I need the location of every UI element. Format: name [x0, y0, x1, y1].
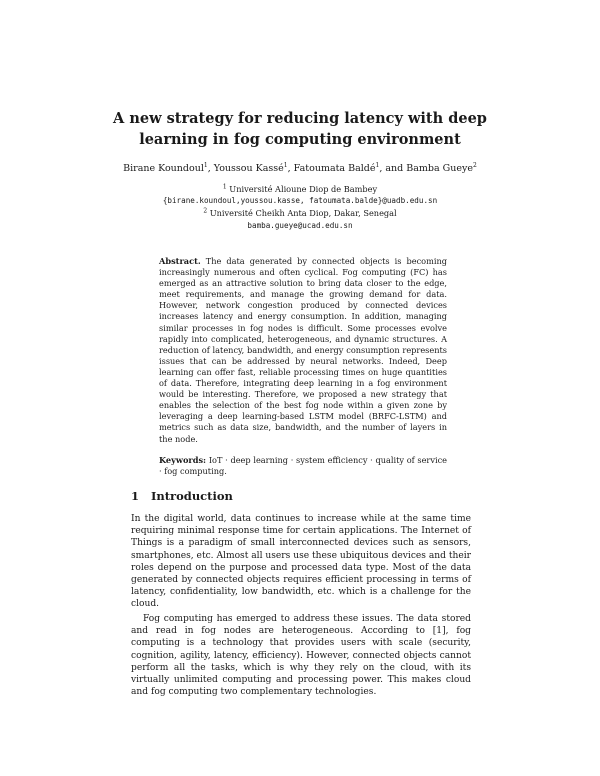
author-separator: , and [379, 163, 407, 174]
abstract-text: The data generated by connected objects is becoming increasingly numerous and often cyclical. Fog computing (FC) has emerged as an attractive solution to bring data closer to the edge, meet requirements, and manage the growing demand for data. However, network congestion produced by connected devices increases latency and energy consumption. In addition, managing similar processes in fog nodes is difficult. Some processes evolve rapidly into complicated, heterogeneous, and dynamic structures. A reduction of latency, bandwidth, and energy consumption represents issues that can be addressed by neural networks. Indeed, Deep learning can offer fast, reliable processing times on huge quantities of data. Therefore, integrating deep learning in a fog environment would be interesting. Therefore, we proposed a new strategy that enables the selection of the best fog node within a given zone by leveraging a deep learning-based LSTM model (BRFC-LSTM) and metrics such as data size, bandwidth, and the number of layers in the node. [159, 256, 447, 444]
title-line-2: learning in fog computing environment [139, 131, 461, 148]
affiliation-name: Université Cheikh Anta Diop, Dakar, Senegal [209, 208, 397, 218]
affiliation-mark: 1 [222, 183, 227, 191]
keywords [159, 455, 447, 477]
author-separator: , [287, 163, 294, 174]
author-affiliation-mark: 1 [203, 161, 208, 169]
author-name: Fatoumata Baldé [293, 163, 376, 174]
keywords-label: Keywords: [159, 455, 207, 465]
author-name: Youssou Kassé [213, 163, 284, 174]
author-name: Birane Koundoul [123, 163, 204, 174]
section-heading [131, 489, 471, 503]
author-affiliation-mark: 1 [375, 161, 380, 169]
affiliation-mark: 2 [203, 207, 208, 215]
section-title: Introduction [151, 489, 233, 503]
author-affiliation-mark: 1 [283, 161, 288, 169]
author-affiliation-mark: 2 [473, 161, 477, 169]
affiliation-1-email: {birane.koundoul,youssou.kasse, fatoumata.balde}@uadb.edu.sn [162, 196, 438, 205]
keywords-text: IoT · deep learning · system efficiency · quality of service · fog computing. [159, 455, 448, 477]
affiliation-name: Université Alioune Diop de Bambey [229, 184, 378, 194]
paper-title [100, 108, 500, 150]
section-number: 1 [131, 489, 140, 503]
author-separator: , [207, 163, 214, 174]
abstract [159, 256, 447, 445]
affiliation-2-email: bamba.gueye@ucad.edu.sn [247, 221, 353, 230]
author-name: Bamba Gueye [406, 163, 474, 174]
body-paragraph-1: In the digital world, data continues to increase while at the same time requiring minimal response time for certain applications. The Internet of Things is a paradigm of small interconnected devices such as sensors, smartphones, etc. Almost all users use these ubiquitous devices and their roles depend on the purpose and processed data type. Most of the data generated by connected objects requires efficient processing in terms of latency, confidentiality, low bandwidth, etc. which is a challenge for the cloud. [131, 514, 471, 610]
affiliation-1 [60, 184, 540, 194]
abstract-label: Abstract. [159, 256, 201, 266]
author-list [60, 163, 540, 174]
affiliation-2 [60, 208, 540, 218]
body-paragraph-2: Fog computing has emerged to address these issues. The data stored and read in fog nodes are heterogeneous. According to [1], fog computing is a technology that provides users with scale (security, cognition, agility, latency, efficiency). However, connected objects cannot perform all the tasks, which is why they rely on the cloud, with its virtually unlimited computing and processing power. This makes cloud and fog computing two complementary technologies. [131, 614, 471, 698]
title-line-1: A new strategy for reducing latency with deep [113, 110, 487, 127]
